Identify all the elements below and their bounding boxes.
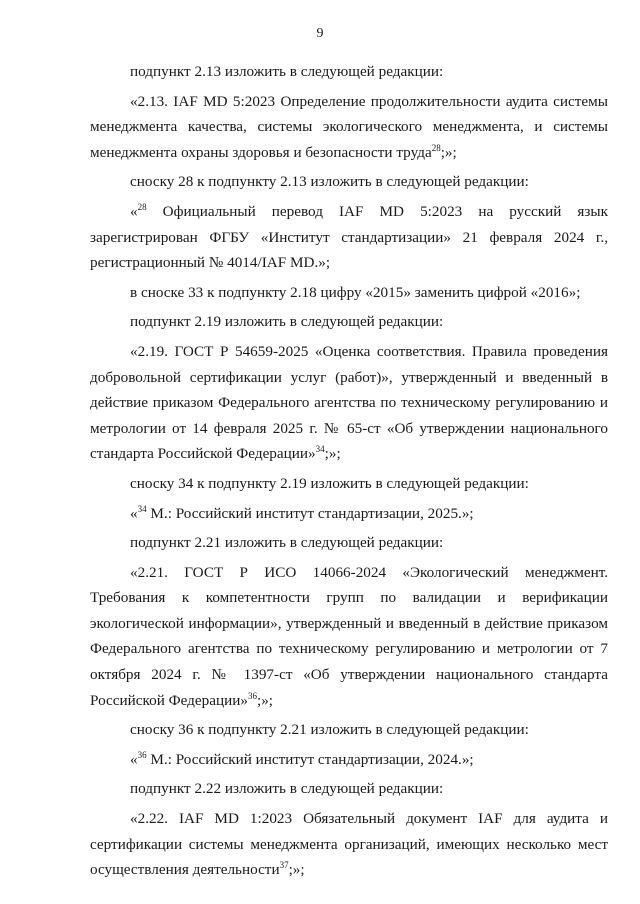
footnote-ref: 34 [137,503,147,514]
footnote-ref: 36 [137,749,147,760]
paragraph-text: сноску 34 к подпункту 2.19 изложить в следующей редакции: [130,474,529,492]
paragraph-text: «2.21. ГОСТ Р ИСО 14066-2024 «Экологический менеджмент. Требования к компетентности групп по валидации и верификации экологической информации», утвержденный и введенный в действие приказом Федерального агентства по техническому регулированию и метрологии от 7 октября 2024 г. № 1397-ст «Об утверждении национального стандарта Российской Федерации» [90,563,608,709]
paragraph [90,776,608,802]
paragraph [90,199,608,276]
document-body [90,59,608,883]
paragraph-text: «2.22. IAF MD 1:2023 Обязательный документ IAF для аудита и сертификации системы менеджмента организаций, имеющих несколько мест осуществления деятельности [90,810,608,879]
paragraph [90,89,608,166]
paragraph [90,560,608,714]
paragraph [90,280,608,306]
paragraph-text: ;»; [324,445,341,463]
paragraph-text: «2.19. ГОСТ Р 54659-2025 «Оценка соответствия. Правила проведения добровольной сертификации услуг (работ)», утвержденный и введенный в действие приказом Федерального агентства по техническому регулированию и метрологии от 14 февраля 2025 г. № 65-ст «Об утверждении национального стандарта Российской Федерации» [90,342,608,463]
paragraph [90,169,608,195]
paragraph-text: М.: Российский институт стандартизации, 2024.»; [146,750,474,768]
paragraph [90,806,608,883]
page-number: 9 [316,26,324,41]
paragraph-text: ;»; [288,861,305,879]
paragraph-text: «2.13. IAF MD 5:2023 Определение продолжительности аудита системы менеджмента качества, системы экологического менеджмента, и системы менеджмента охраны здоровья и безопасности труда [90,92,608,161]
footnote-ref: 36 [247,690,257,701]
footnote-ref: 37 [279,860,289,871]
footnote-ref: 28 [137,201,147,212]
paragraph-text: в сноске 33 к подпункту 2.18 цифру «2015» заменить цифрой «2016»; [130,283,581,301]
paragraph-text: « [130,504,138,522]
footnote-ref: 34 [315,444,325,455]
paragraph [90,747,608,773]
paragraph-text: ;»; [256,691,274,709]
paragraph-text: сноску 36 к подпункту 2.21 изложить в следующей редакции: [130,721,529,739]
paragraph-text: « [130,202,138,220]
paragraph-text: ;»; [440,143,457,161]
paragraph-text: подпункт 2.19 изложить в следующей редакции: [130,313,444,331]
paragraph [90,717,608,743]
paragraph-text: сноску 28 к подпункту 2.13 изложить в следующей редакции: [130,173,529,191]
paragraph-text: М.: Российский институт стандартизации, 2025.»; [146,504,474,522]
paragraph [90,59,608,85]
paragraph [90,309,608,335]
paragraph [90,501,608,527]
paragraph-text: подпункт 2.13 изложить в следующей редакции: [130,63,444,80]
paragraph-text: подпункт 2.22 изложить в следующей редакции: [130,780,444,798]
footnote-ref: 28 [431,142,441,153]
paragraph [90,339,608,467]
paragraph [90,471,608,497]
paragraph-text: « [130,750,138,768]
paragraph-text: подпункт 2.21 изложить в следующей редакции: [130,534,444,552]
paragraph [90,530,608,556]
paragraph-text: Официальный перевод IAF MD 5:2023 на русский язык зарегистрирован ФГБУ «Институт стандартизации» 21 февраля 2024 г., регистрационный № 4014/IAF MD.»; [90,202,608,272]
